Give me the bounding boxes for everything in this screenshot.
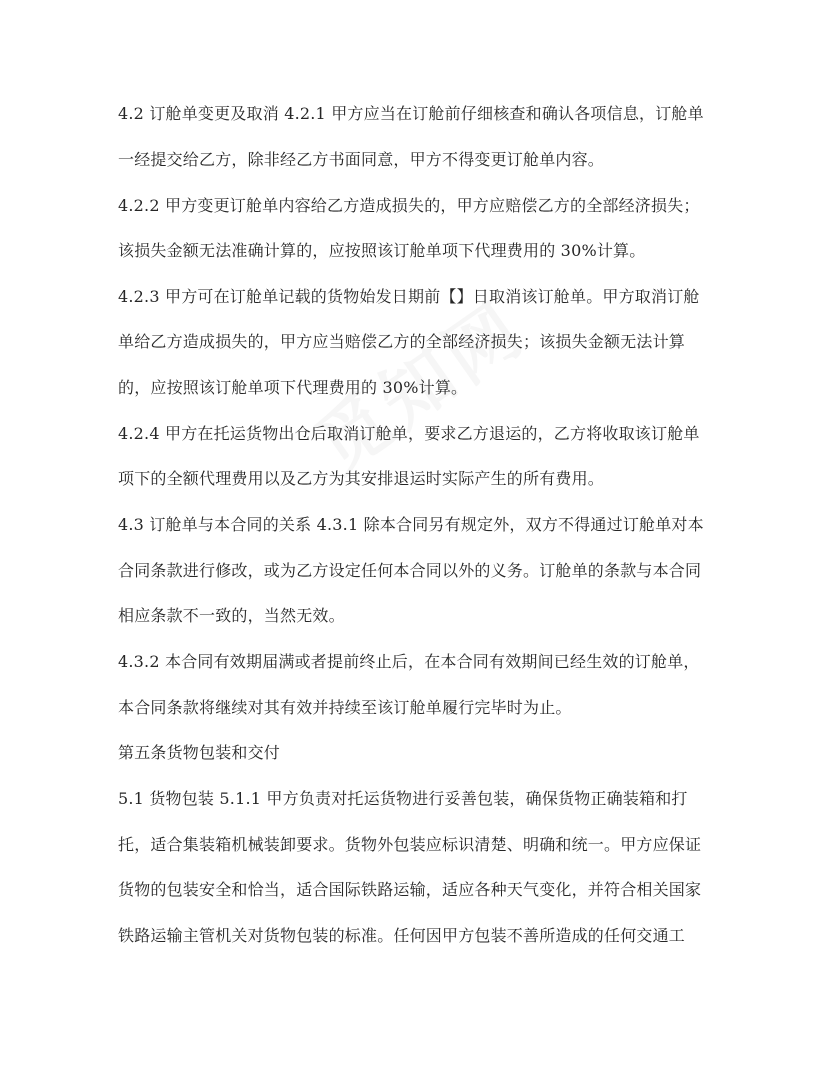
paragraph-line: 相应条款不一致的，当然无效。 xyxy=(118,606,345,625)
paragraph-line: 4.2.2 甲方变更订舱单内容给乙方造成损失的，甲方应赔偿乙方的全部经济损失； xyxy=(118,196,700,215)
paragraph-line: 托，适合集装箱机械装卸要求。货物外包装应标识清楚、明确和统一。甲方应保证 xyxy=(118,835,702,854)
section-heading: 第五条货物包装和交付 xyxy=(118,743,281,762)
paragraph-line: 该损失金额无法准确计算的，应按照该订舱单项下代理费用的 30%计算。 xyxy=(118,241,646,260)
paragraph-line: 铁路运输主管机关对货物包装的标准。任何因甲方包装不善所造成的任何交通工 xyxy=(118,926,686,945)
paragraph-line: 的，应按照该订舱单项下代理费用的 30%计算。 xyxy=(118,378,468,397)
paragraph-line: 4.2.3 甲方可在订舱单记载的货物始发日期前【】日取消该订舱单。甲方取消订舱 xyxy=(118,287,700,306)
paragraph-line: 一经提交给乙方，除非经乙方书面同意，甲方不得变更订舱单内容。 xyxy=(118,150,605,169)
paragraph-line: 项下的全额代理费用以及乙方为其安排退运时实际产生的所有费用。 xyxy=(118,469,605,488)
paragraph-line: 4.2 订舱单变更及取消 4.2.1 甲方应当在订舱前仔细核查和确认各项信息，订舱单 xyxy=(118,104,704,123)
paragraph-line: 5.1 货物包装 5.1.1 甲方负责对托运货物进行妥善包装，确保货物正确装箱和打 xyxy=(118,789,688,808)
paragraph-line: 4.3.2 本合同有效期届满或者提前终止后，在本合同有效期间已经生效的订舱单， xyxy=(118,652,700,671)
paragraph-line: 本合同条款将继续对其有效并持续至该订舱单履行完毕时为止。 xyxy=(118,698,572,717)
paragraph-line: 4.3 订舱单与本合同的关系 4.3.1 除本合同另有规定外，双方不得通过订舱单对本 xyxy=(118,515,704,534)
paragraph-line: 货物的包装安全和恰当，适合国际铁路运输，适应各种天气变化，并符合相关国家 xyxy=(118,880,702,899)
paragraph-line: 合同条款进行修改，或为乙方设定任何本合同以外的义务。订舱单的条款与本合同 xyxy=(118,561,702,580)
paragraph-line: 单给乙方造成损失的，甲方应当赔偿乙方的全部经济损失；该损失金额无法计算 xyxy=(118,332,686,351)
paragraph-line: 4.2.4 甲方在托运货物出仓后取消订舱单，要求乙方退运的，乙方将收取该订舱单 xyxy=(118,424,700,443)
